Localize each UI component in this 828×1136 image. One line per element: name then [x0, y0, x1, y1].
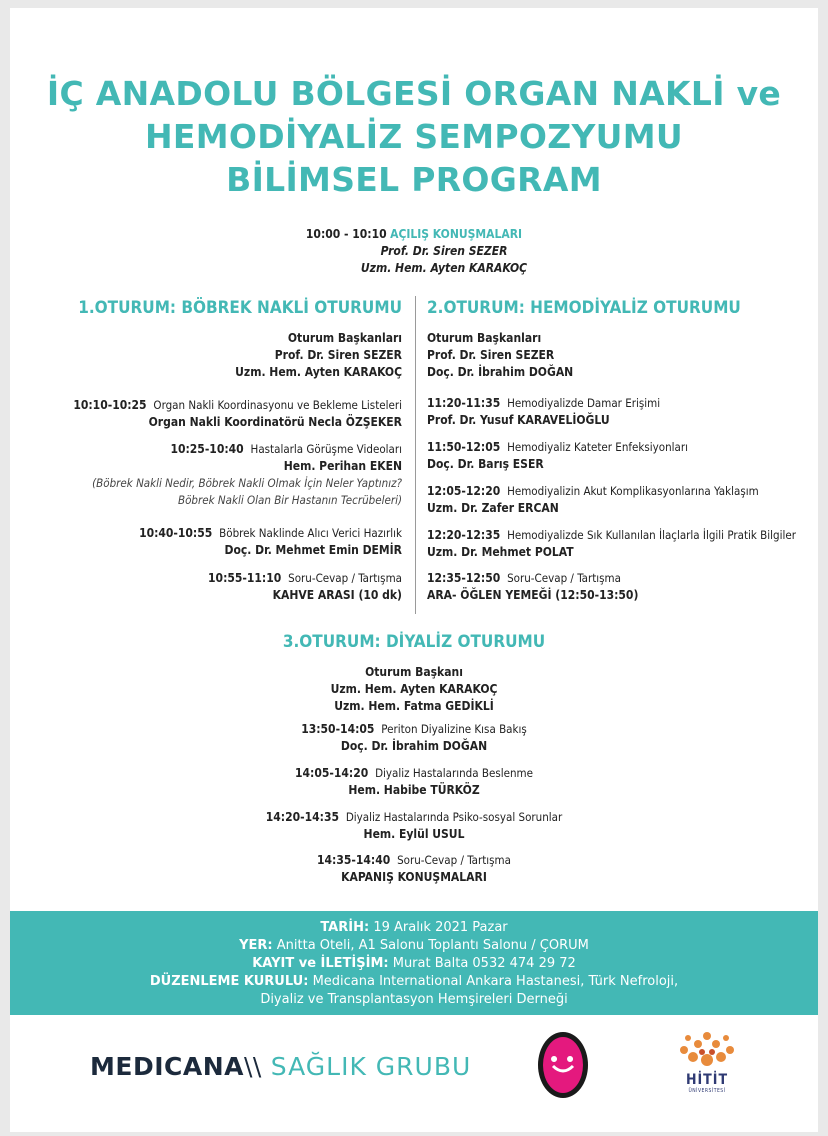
session2-talk — [427, 527, 796, 561]
talk-time: 13:50-14:05 — [301, 722, 375, 736]
hitit-name: HİTİT — [685, 1072, 729, 1088]
session3-chair-1: Uzm. Hem. Ayten KARAKOÇ — [330, 682, 498, 696]
talk-topic: Soru-Cevap / Tartışma — [397, 853, 511, 867]
session2-title: 2.OTURUM: HEMODİYALİZ OTURUMU — [427, 298, 741, 318]
talk-topic: Organ Nakli Koordinasyonu ve Bekleme Listeleri — [153, 398, 402, 412]
talk-time: 10:25-10:40 — [170, 442, 244, 456]
talk-time: 10:55-11:10 — [208, 571, 282, 585]
session2-chair-2: Doç. Dr. İbrahim DOĞAN — [427, 365, 574, 379]
talk-speaker: Uzm. Dr. Mehmet POLAT — [427, 545, 574, 559]
talk-time: 14:05-14:20 — [295, 766, 369, 780]
medicana-logo-separator: \\ — [243, 1052, 262, 1081]
place-value: Anitta Oteli, A1 Salonu Toplantı Salonu / ÇORUM — [272, 938, 589, 953]
talk-topic: Hemodiyaliz Kateter Enfeksiyonları — [507, 440, 689, 454]
opening-speaker-2: Uzm. Hem. Ayten KARAKOÇ — [360, 261, 528, 275]
date-value: 19 Aralık 2021 Pazar — [369, 920, 508, 935]
session1-talk — [139, 525, 402, 559]
talk-topic: Hastalarla Görüşme Videoları — [250, 442, 402, 456]
contact-value: Murat Balta 0532 474 29 72 — [388, 956, 576, 971]
talk-topic: Diyaliz Hastalarında Psiko-sosyal Sorunlar — [345, 810, 563, 824]
talk-time: 11:50-12:05 — [427, 440, 501, 454]
opening-label: AÇILIŞ KONUŞMALARI — [390, 227, 523, 241]
talk-speaker: Doç. Dr. Mehmet Emin DEMİR — [224, 543, 402, 557]
talk-speaker: Uzm. Dr. Zafer ERCAN — [427, 501, 559, 515]
opening-block — [0, 226, 828, 277]
session2-talk — [427, 439, 688, 473]
talk-time: 14:35-14:40 — [317, 853, 391, 867]
session3-talk — [0, 765, 828, 799]
talk-topic: Hemodiyalizin Akut Komplikasyonlarına Yaklaşım — [507, 484, 759, 498]
date-label: TARİH: — [320, 920, 370, 935]
hitit-emblem-icon — [674, 1030, 740, 1068]
contact-label: KAYIT ve İLETİŞİM: — [252, 956, 389, 971]
session1-title: 1.OTURUM: BÖBREK NAKLİ OTURUMU — [78, 298, 402, 318]
session3-talk — [0, 721, 828, 755]
organizer-value-1: Medicana International Ankara Hastanesi, Türk Nefroloji, — [308, 974, 679, 989]
nursing-association-logo — [536, 1030, 590, 1100]
talk-speaker: Organ Nakli Koordinatörü Necla ÖZŞEKER — [148, 415, 402, 429]
medicana-logo-main: MEDICANA — [90, 1052, 244, 1081]
opening-speaker-1: Prof. Dr. Siren SEZER — [380, 244, 508, 258]
talk-speaker: Prof. Dr. Yusuf KARAVELİOĞLU — [427, 413, 610, 427]
hitit-subtitle: ÜNİVERSİTESİ — [688, 1088, 726, 1094]
session1-talk — [92, 441, 402, 509]
closing-remarks: KAPANIŞ KONUŞMALARI — [341, 870, 487, 884]
session2-talk — [427, 483, 759, 517]
title-line-1: İÇ ANADOLU BÖLGESİ ORGAN NAKLİ ve — [46, 74, 782, 113]
talk-topic: Hemodiyalizde Damar Erişimi — [507, 396, 661, 410]
event-info — [0, 919, 828, 1009]
talk-topic: Periton Diyalizine Kısa Bakış — [381, 722, 527, 736]
program-title — [0, 72, 828, 201]
talk-topic: Hemodiyalizde Sık Kullanılan İlaçlarla İlgili Pratik Bilgiler — [507, 528, 796, 542]
talk-time: 12:20-12:35 — [427, 528, 501, 542]
talk-topic: Soru-Cevap / Tartışma — [288, 571, 402, 585]
talk-time: 11:20-11:35 — [427, 396, 501, 410]
session1-chair-2: Uzm. Hem. Ayten KARAKOÇ — [235, 365, 402, 379]
session2-chairs — [427, 330, 573, 381]
medicana-logo-sub: SAĞLIK GRUBU — [261, 1052, 472, 1081]
coffee-break: KAHVE ARASI (10 dk) — [272, 588, 402, 602]
session3-chairs — [0, 664, 828, 715]
session1-talk — [73, 397, 402, 431]
talk-speaker: Hem. Habibe TÜRKÖZ — [348, 783, 480, 797]
talk-note-1: (Böbrek Nakli Nedir, Böbrek Nakli Olmak İçin Neler Yaptınız? — [92, 476, 402, 490]
talk-speaker: Hem. Perihan EKEN — [283, 459, 402, 473]
talk-note-2: Böbrek Nakli Olan Bir Hastanın Tecrübeleri) — [178, 493, 402, 507]
session1-talk — [208, 570, 402, 604]
session2-chairs-label: Oturum Başkanları — [427, 331, 542, 345]
session2-talk — [427, 570, 638, 604]
session3-talk — [0, 809, 828, 843]
session2-chair-1: Prof. Dr. Siren SEZER — [427, 348, 555, 362]
session1-chair-1: Prof. Dr. Siren SEZER — [274, 348, 402, 362]
title-line-2: HEMODİYALİZ SEMPOZYUMU — [145, 117, 683, 156]
talk-speaker: Doç. Dr. Barış ESER — [427, 457, 544, 471]
talk-topic: Diyaliz Hastalarında Beslenme — [375, 766, 533, 780]
organizer-value-2: Diyaliz ve Transplantasyon Hemşireleri Derneği — [260, 992, 568, 1007]
talk-time: 12:05-12:20 — [427, 484, 501, 498]
session3-chair-2: Uzm. Hem. Fatma GEDİKLİ — [334, 699, 494, 713]
talk-speaker: Doç. Dr. İbrahim DOĞAN — [340, 739, 488, 753]
session3-title: 3.OTURUM: DİYALİZ OTURUMU — [282, 632, 546, 652]
talk-time: 12:35-12:50 — [427, 571, 501, 585]
medicana-logo — [90, 1052, 471, 1081]
talk-time: 10:10-10:25 — [73, 398, 147, 412]
session2-talk — [427, 395, 660, 429]
session3-talk — [0, 852, 828, 886]
opening-time: 10:00 - 10:10 — [305, 227, 387, 241]
talk-topic: Soru-Cevap / Tartışma — [507, 571, 621, 585]
talk-time: 10:40-10:55 — [139, 526, 213, 540]
place-label: YER: — [239, 938, 273, 953]
session3-chairs-label: Oturum Başkanı — [365, 665, 463, 679]
session1-chairs-label: Oturum Başkanları — [287, 331, 402, 345]
session1-chairs — [235, 330, 402, 381]
talk-topic: Böbrek Naklinde Alıcı Verici Hazırlık — [219, 526, 402, 540]
lunch-break: ARA- ÖĞLEN YEMEĞİ (12:50-13:50) — [427, 588, 639, 602]
hitit-university-logo — [672, 1030, 742, 1105]
talk-speaker: Hem. Eylül USUL — [363, 827, 465, 841]
title-line-3: BİLİMSEL PROGRAM — [226, 160, 602, 199]
kidney-logo-icon — [536, 1030, 590, 1100]
organizer-label: DÜZENLEME KURULU: — [149, 974, 309, 989]
talk-time: 14:20-14:35 — [265, 810, 339, 824]
column-divider — [415, 296, 416, 614]
